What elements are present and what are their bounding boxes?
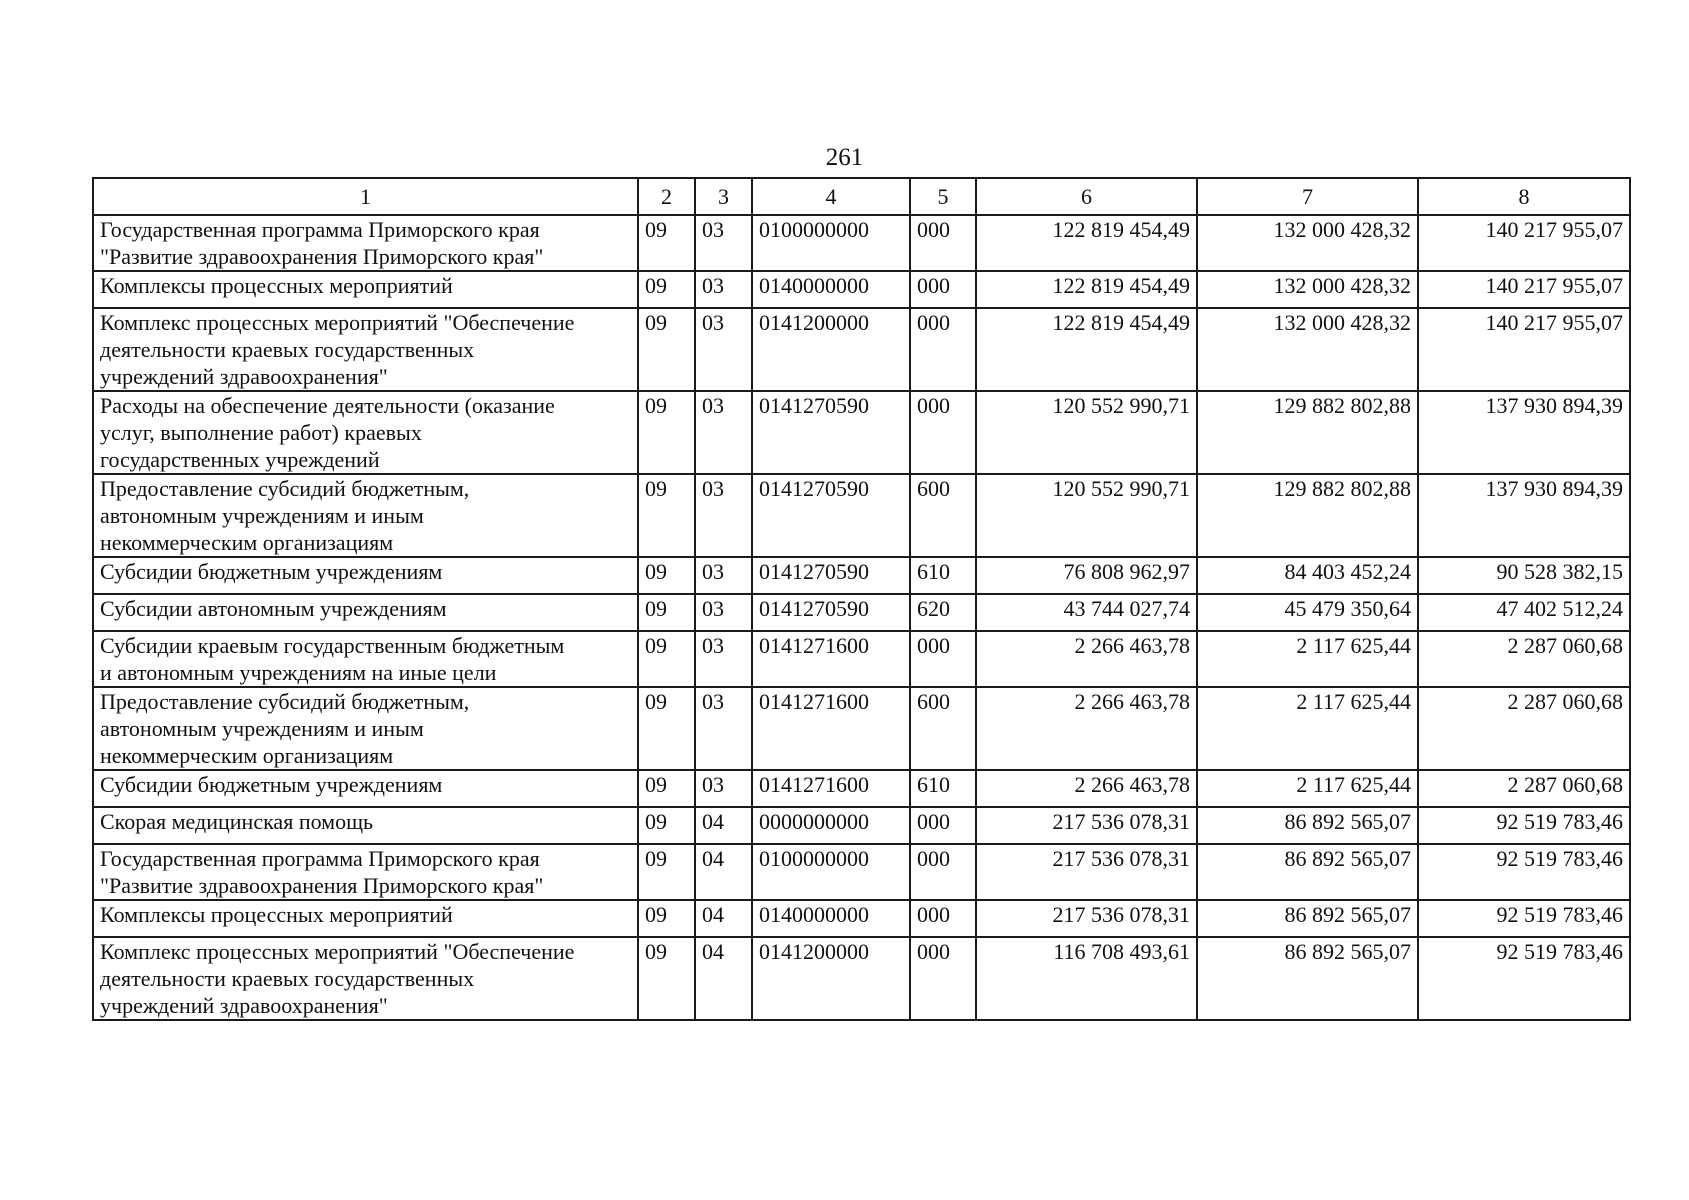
target-article-code: 0141271600 <box>752 631 910 687</box>
amount-col-8: 137 930 894,39 <box>1418 474 1630 557</box>
row-name: Комплекс процессных мероприятий "Обеспечение деятельности краевых государственных учреждений здравоохранения" <box>93 937 638 1020</box>
section-code: 09 <box>638 271 695 308</box>
amount-col-8: 92 519 783,46 <box>1418 937 1630 1020</box>
amount-col-6: 2 266 463,78 <box>976 687 1197 770</box>
target-article-code: 0141270590 <box>752 557 910 594</box>
row-name: Комплексы процессных мероприятий <box>93 271 638 308</box>
target-article-code: 0141270590 <box>752 474 910 557</box>
section-code: 09 <box>638 900 695 937</box>
section-code: 09 <box>638 631 695 687</box>
amount-col-6: 2 266 463,78 <box>976 770 1197 807</box>
amount-col-7: 132 000 428,32 <box>1197 271 1418 308</box>
section-code: 09 <box>638 594 695 631</box>
amount-col-8: 2 287 060,68 <box>1418 770 1630 807</box>
expense-type-code: 600 <box>910 474 976 557</box>
column-header-1: 1 <box>93 178 638 215</box>
amount-col-6: 217 536 078,31 <box>976 844 1197 900</box>
amount-col-8: 140 217 955,07 <box>1418 215 1630 271</box>
section-code: 09 <box>638 770 695 807</box>
expense-type-code: 000 <box>910 631 976 687</box>
subsection-code: 03 <box>695 271 752 308</box>
expense-type-code: 000 <box>910 900 976 937</box>
target-article-code: 0141271600 <box>752 770 910 807</box>
row-name: Субсидии краевым государственным бюджетным и автономным учреждениям на иные цели <box>93 631 638 687</box>
table-header-row <box>93 178 1630 215</box>
amount-col-7: 2 117 625,44 <box>1197 631 1418 687</box>
amount-col-7: 86 892 565,07 <box>1197 900 1418 937</box>
subsection-code: 03 <box>695 215 752 271</box>
amount-col-8: 90 528 382,15 <box>1418 557 1630 594</box>
table-row <box>93 474 1630 557</box>
row-name: Субсидии автономным учреждениям <box>93 594 638 631</box>
row-name: Расходы на обеспечение деятельности (оказание услуг, выполнение работ) краевых государственных учреждений <box>93 391 638 474</box>
expense-type-code: 000 <box>910 844 976 900</box>
expense-type-code: 000 <box>910 391 976 474</box>
amount-col-8: 92 519 783,46 <box>1418 807 1630 844</box>
target-article-code: 0141200000 <box>752 308 910 391</box>
row-name: Государственная программа Приморского края "Развитие здравоохранения Приморского края" <box>93 215 638 271</box>
amount-col-6: 217 536 078,31 <box>976 807 1197 844</box>
section-code: 09 <box>638 215 695 271</box>
amount-col-6: 116 708 493,61 <box>976 937 1197 1020</box>
subsection-code: 04 <box>695 807 752 844</box>
target-article-code: 0141270590 <box>752 594 910 631</box>
section-code: 09 <box>638 308 695 391</box>
row-name: Предоставление субсидий бюджетным, автономным учреждениям и иным некоммерческим организациям <box>93 687 638 770</box>
amount-col-7: 84 403 452,24 <box>1197 557 1418 594</box>
amount-col-7: 132 000 428,32 <box>1197 308 1418 391</box>
column-header-4: 4 <box>752 178 910 215</box>
expense-type-code: 000 <box>910 308 976 391</box>
amount-col-6: 120 552 990,71 <box>976 391 1197 474</box>
expense-type-code: 000 <box>910 807 976 844</box>
amount-col-7: 45 479 350,64 <box>1197 594 1418 631</box>
subsection-code: 03 <box>695 687 752 770</box>
section-code: 09 <box>638 844 695 900</box>
column-header-5: 5 <box>910 178 976 215</box>
amount-col-7: 86 892 565,07 <box>1197 807 1418 844</box>
amount-col-8: 137 930 894,39 <box>1418 391 1630 474</box>
table-row <box>93 594 1630 631</box>
row-name: Субсидии бюджетным учреждениям <box>93 770 638 807</box>
subsection-code: 04 <box>695 900 752 937</box>
subsection-code: 03 <box>695 474 752 557</box>
page-number: 261 <box>825 144 864 171</box>
amount-col-6: 122 819 454,49 <box>976 215 1197 271</box>
target-article-code: 0100000000 <box>752 215 910 271</box>
amount-col-7: 86 892 565,07 <box>1197 937 1418 1020</box>
expense-type-code: 620 <box>910 594 976 631</box>
table-row <box>93 631 1630 687</box>
amount-col-7: 2 117 625,44 <box>1197 687 1418 770</box>
budget-table <box>92 177 1631 1021</box>
section-code: 09 <box>638 557 695 594</box>
section-code: 09 <box>638 474 695 557</box>
amount-col-7: 129 882 802,88 <box>1197 474 1418 557</box>
row-name: Скорая медицинская помощь <box>93 807 638 844</box>
expense-type-code: 000 <box>910 937 976 1020</box>
amount-col-7: 132 000 428,32 <box>1197 215 1418 271</box>
column-header-2: 2 <box>638 178 695 215</box>
subsection-code: 03 <box>695 391 752 474</box>
target-article-code: 0140000000 <box>752 900 910 937</box>
table-row <box>93 687 1630 770</box>
amount-col-6: 122 819 454,49 <box>976 308 1197 391</box>
target-article-code: 0141200000 <box>752 937 910 1020</box>
amount-col-8: 92 519 783,46 <box>1418 844 1630 900</box>
amount-col-8: 47 402 512,24 <box>1418 594 1630 631</box>
amount-col-6: 122 819 454,49 <box>976 271 1197 308</box>
amount-col-8: 2 287 060,68 <box>1418 631 1630 687</box>
amount-col-6: 120 552 990,71 <box>976 474 1197 557</box>
row-name: Предоставление субсидий бюджетным, автономным учреждениям и иным некоммерческим организациям <box>93 474 638 557</box>
expense-type-code: 610 <box>910 557 976 594</box>
subsection-code: 03 <box>695 770 752 807</box>
expense-type-code: 000 <box>910 271 976 308</box>
table-row <box>93 900 1630 937</box>
amount-col-8: 140 217 955,07 <box>1418 271 1630 308</box>
table-row <box>93 807 1630 844</box>
column-header-7: 7 <box>1197 178 1418 215</box>
row-name: Государственная программа Приморского края "Развитие здравоохранения Приморского края" <box>93 844 638 900</box>
target-article-code: 0140000000 <box>752 271 910 308</box>
table-row <box>93 557 1630 594</box>
section-code: 09 <box>638 687 695 770</box>
amount-col-8: 140 217 955,07 <box>1418 308 1630 391</box>
row-name: Субсидии бюджетным учреждениям <box>93 557 638 594</box>
subsection-code: 03 <box>695 631 752 687</box>
expense-type-code: 000 <box>910 215 976 271</box>
target-article-code: 0141271600 <box>752 687 910 770</box>
subsection-code: 04 <box>695 844 752 900</box>
section-code: 09 <box>638 807 695 844</box>
subsection-code: 04 <box>695 937 752 1020</box>
section-code: 09 <box>638 937 695 1020</box>
table-row <box>93 215 1630 271</box>
subsection-code: 03 <box>695 308 752 391</box>
amount-col-6: 217 536 078,31 <box>976 900 1197 937</box>
amount-col-8: 2 287 060,68 <box>1418 687 1630 770</box>
column-header-3: 3 <box>695 178 752 215</box>
table-row <box>93 844 1630 900</box>
amount-col-7: 86 892 565,07 <box>1197 844 1418 900</box>
table-row <box>93 391 1630 474</box>
amount-col-6: 76 808 962,97 <box>976 557 1197 594</box>
subsection-code: 03 <box>695 557 752 594</box>
target-article-code: 0000000000 <box>752 807 910 844</box>
target-article-code: 0141270590 <box>752 391 910 474</box>
subsection-code: 03 <box>695 594 752 631</box>
table-row <box>93 937 1630 1020</box>
target-article-code: 0100000000 <box>752 844 910 900</box>
column-header-6: 6 <box>976 178 1197 215</box>
expense-type-code: 600 <box>910 687 976 770</box>
amount-col-8: 92 519 783,46 <box>1418 900 1630 937</box>
column-header-8: 8 <box>1418 178 1630 215</box>
amount-col-6: 2 266 463,78 <box>976 631 1197 687</box>
section-code: 09 <box>638 391 695 474</box>
table-row <box>93 271 1630 308</box>
expense-type-code: 610 <box>910 770 976 807</box>
amount-col-7: 2 117 625,44 <box>1197 770 1418 807</box>
table-row <box>93 308 1630 391</box>
table-row <box>93 770 1630 807</box>
amount-col-7: 129 882 802,88 <box>1197 391 1418 474</box>
amount-col-6: 43 744 027,74 <box>976 594 1197 631</box>
row-name: Комплексы процессных мероприятий <box>93 900 638 937</box>
row-name: Комплекс процессных мероприятий "Обеспечение деятельности краевых государственных учреждений здравоохранения" <box>93 308 638 391</box>
